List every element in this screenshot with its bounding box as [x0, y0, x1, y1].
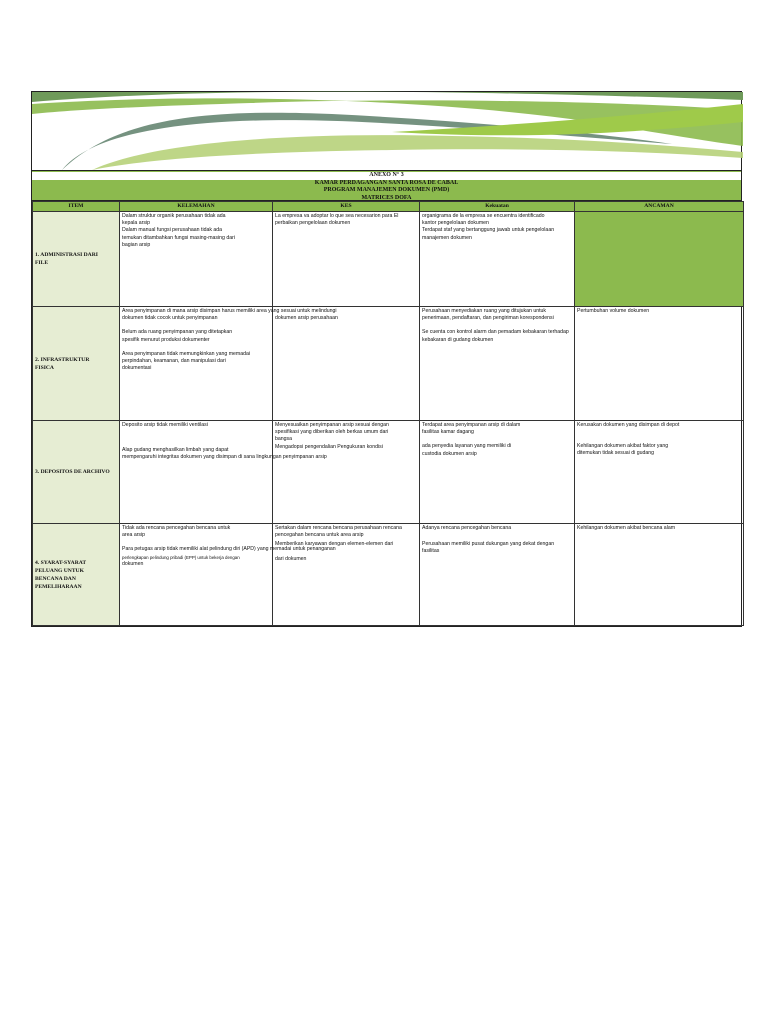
header-kekuatan: Kekuatan [420, 202, 575, 212]
matrix-title: MATRICES DOFA [361, 194, 412, 201]
header-row [33, 202, 744, 212]
annex-label: ANEXO N° 3 [32, 172, 741, 180]
kelemahan-cell: Area penyimpanan di mana arsip disimpan harus memiliki area yang sesuai untuk melindungi dokumen tidak cocok untuk penyimpanan Belum ada ruang penyimpanan yang ditetapkan spesifik menurut produksi dokumenter Area penyimpanan tidak memungkinkan yang memadai perpindahan, keamanan, dan manipulasi dari dokumentasi [120, 307, 273, 421]
ancaman-cell [575, 212, 744, 307]
kekuatan-cell: Adanya rencana pencegahan bencana Perusahaan memiliki pusat dukungan yang dekat dengan fasilitas [420, 524, 575, 626]
item-cell: 2. INFRASTRUKTUR FISICA [33, 307, 120, 421]
item-cell: 1. ADMINISTRASI DARI FILE [33, 212, 120, 307]
item-cell: 3. DEPOSITOS DE ARCHIVO [33, 421, 120, 524]
header-item: ITEM [33, 202, 120, 212]
kes-cell: Menyesuaikan penyimpanan arsip sesuai dengan spesifikasi yang diberikan oleh berkas umum dari bangsa Mengadopsi pengendalian Pengukuran kondisi [273, 421, 420, 524]
kekuatan-cell: Terdapat area penyimpanan arsip di dalam fasilitas kamar dagang ada penyedia layanan yang memiliki di custodia dokumen arsip [420, 421, 575, 524]
kes-cell: Sertakan dalam rencana bencana perusahaan rencana pencegahan bencana untuk area arsip Memberikan karyawan dengan elemen-elemen dari dari dokumen [273, 524, 420, 626]
organization-title: KAMAR PERDAGANGAN SANTA ROSA DE CABAL [314, 179, 459, 186]
green-swoosh-graphic [32, 92, 743, 170]
header-banner [32, 92, 741, 171]
program-title: PROGRAM MANAJEMEN DOKUMEN (PMD) [323, 187, 450, 193]
kes-cell: La empresa va adoptar lo que sea necesarion para El perbaikan pengelolaan dokumen [273, 212, 420, 307]
ancaman-cell: Pertumbuhan volume dokumen [575, 307, 744, 421]
ancaman-cell: Kehilangan dokumen akibat bencana alam [575, 524, 744, 626]
table-row [33, 421, 744, 524]
kelemahan-cell: Deposito arsip tidak memiliki ventilasi Alap gudang menghasilkan limbah yang dapat mempengaruhi integritas dokumen yang disimpan di sana lingkungan penyimpanan arsip [120, 421, 273, 524]
table-row [33, 307, 744, 421]
header-kes: KES [273, 202, 420, 212]
header-kelemahan: KELEMAHAN [120, 202, 273, 212]
dofa-matrix-sheet [31, 91, 742, 627]
dofa-table [32, 201, 744, 626]
table-row [33, 524, 744, 626]
kekuatan-cell: Perusahaan menyediakan ruang yang ditujukan untuk penerimaan, pendaftaran, dan pengiriman korespondensi Se cuenta con kontrol alarm dan pemadam kebakaran terhadap kebakaran di gudang dokumen [420, 307, 575, 421]
kelemahan-cell: Tidak ada rencana pencegahan bencana untuk area arsip Para petugas arsip tidak memiliki alat pelindung diri (APD) yang memadai untuk penanganan perlengkapan pelindung pribadi (EPP) untuk bekerja dengan dokumen [120, 524, 273, 626]
ancaman-cell: Kerusakan dokumen yang disimpan di depot Kehilangan dokumen akibat faktor yang ditemukan tidak sesuai di gudang [575, 421, 744, 524]
kes-cell: dokumen arsip perusahaan [273, 307, 420, 421]
kelemahan-cell: Dalam struktur organik perusahaan tidak ada kepala arsip Dalam manual fungsi perusahaan tidak ada temukan ditambahkan fungsi masing-masing dari bagian arsip [120, 212, 273, 307]
title-block [32, 171, 741, 201]
header-ancaman: ANCAMAN [575, 202, 744, 212]
item-cell: 4. SYARAT-SYARAT PELUANG UNTUK BENCANA DAN PEMELIHARAAN [33, 524, 120, 626]
table-row [33, 212, 744, 307]
kekuatan-cell: organigrama de la empresa se encuentra identificado kantor pengelolaan dokumen Terdapat staf yang bertanggung jawab untuk pengelolaan manajemen dokumen [420, 212, 575, 307]
